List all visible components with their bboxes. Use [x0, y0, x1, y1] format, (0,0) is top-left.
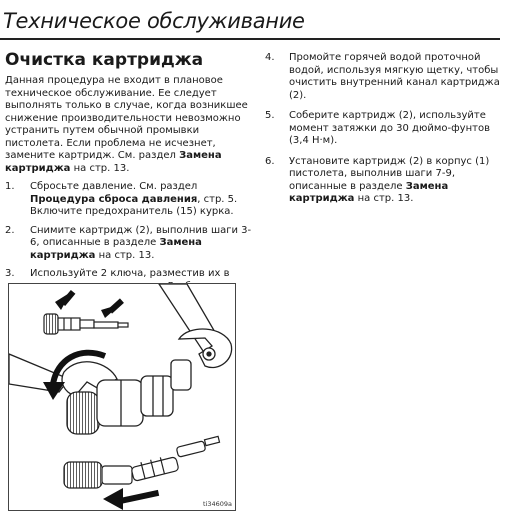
step-text: Соберите картридж (2), используйте момент затяжки до 30 дюймо-фунтов (3,4 Н·м).	[289, 110, 490, 146]
step-item	[265, 52, 505, 102]
cartridge-small	[44, 314, 128, 334]
step-reference: Процедура сброса давления	[30, 193, 198, 205]
step-reference: Замена картриджа	[289, 180, 449, 204]
section-title: Очистка картриджа	[5, 50, 204, 70]
step-item	[5, 225, 255, 263]
intro-reference: Замена картриджа	[5, 150, 222, 174]
step-number: 6.	[265, 155, 275, 167]
arrow-left-icon	[103, 488, 159, 510]
steps-list-right	[265, 52, 505, 206]
step-text-tail: на стр. 13.	[354, 193, 414, 204]
step-number: 4.	[265, 52, 275, 63]
step-number: 5.	[265, 110, 275, 121]
left-column	[5, 75, 255, 312]
intro-paragraph	[5, 75, 255, 175]
header-title: Техническое обслуживание	[3, 9, 305, 33]
step-text: Установите картридж (2) в корпус (1) пистолета, выполнив шаги 7-9, описанные в разделе	[289, 155, 490, 192]
cartridge-figure	[8, 283, 236, 511]
step-text-tail: на стр. 13.	[95, 249, 155, 261]
page-header	[0, 8, 500, 40]
step-number: 3.	[5, 268, 15, 279]
step-item	[5, 181, 255, 219]
step-text: Используйте 2 ключа, разместив их в	[30, 268, 230, 279]
figure-id: ti34609a	[202, 500, 232, 508]
step-text: Промойте горячей водой проточной водой, используя мягкую щетку, чтобы очистить внутренний канал картриджа (2).	[289, 52, 500, 101]
intro-text: Данная процедура не входит в плановое техническое обслуживание. Ее следует выполнять только в случае, когда возникшее снижение производительности невозможно устранить путем обычной промывки пистолета. Если проблема не исчезнет, замените картридж. См. раздел	[5, 75, 248, 161]
right-column	[265, 52, 505, 214]
step-text-tail: , стр. 5. Включите предохранитель (15) курка.	[30, 193, 238, 217]
arrow-icon	[101, 298, 124, 318]
wrench-top	[159, 284, 232, 367]
step-number: 2.	[5, 224, 15, 236]
step-item	[265, 110, 505, 148]
arrow-icon	[55, 290, 75, 310]
step-text: Сбросьте давление. См. раздел	[30, 181, 198, 192]
cartridge-illustration	[9, 284, 235, 510]
intro-tail: на стр. 13.	[70, 162, 130, 174]
step-item	[265, 156, 505, 206]
cartridge-exploded	[64, 436, 220, 488]
step-reference: Замена картриджа	[30, 237, 202, 261]
step-number: 1.	[5, 181, 15, 192]
step-text: Снимите картридж (2), выполнив шаги 3-6, описанные в разделе	[30, 224, 252, 248]
